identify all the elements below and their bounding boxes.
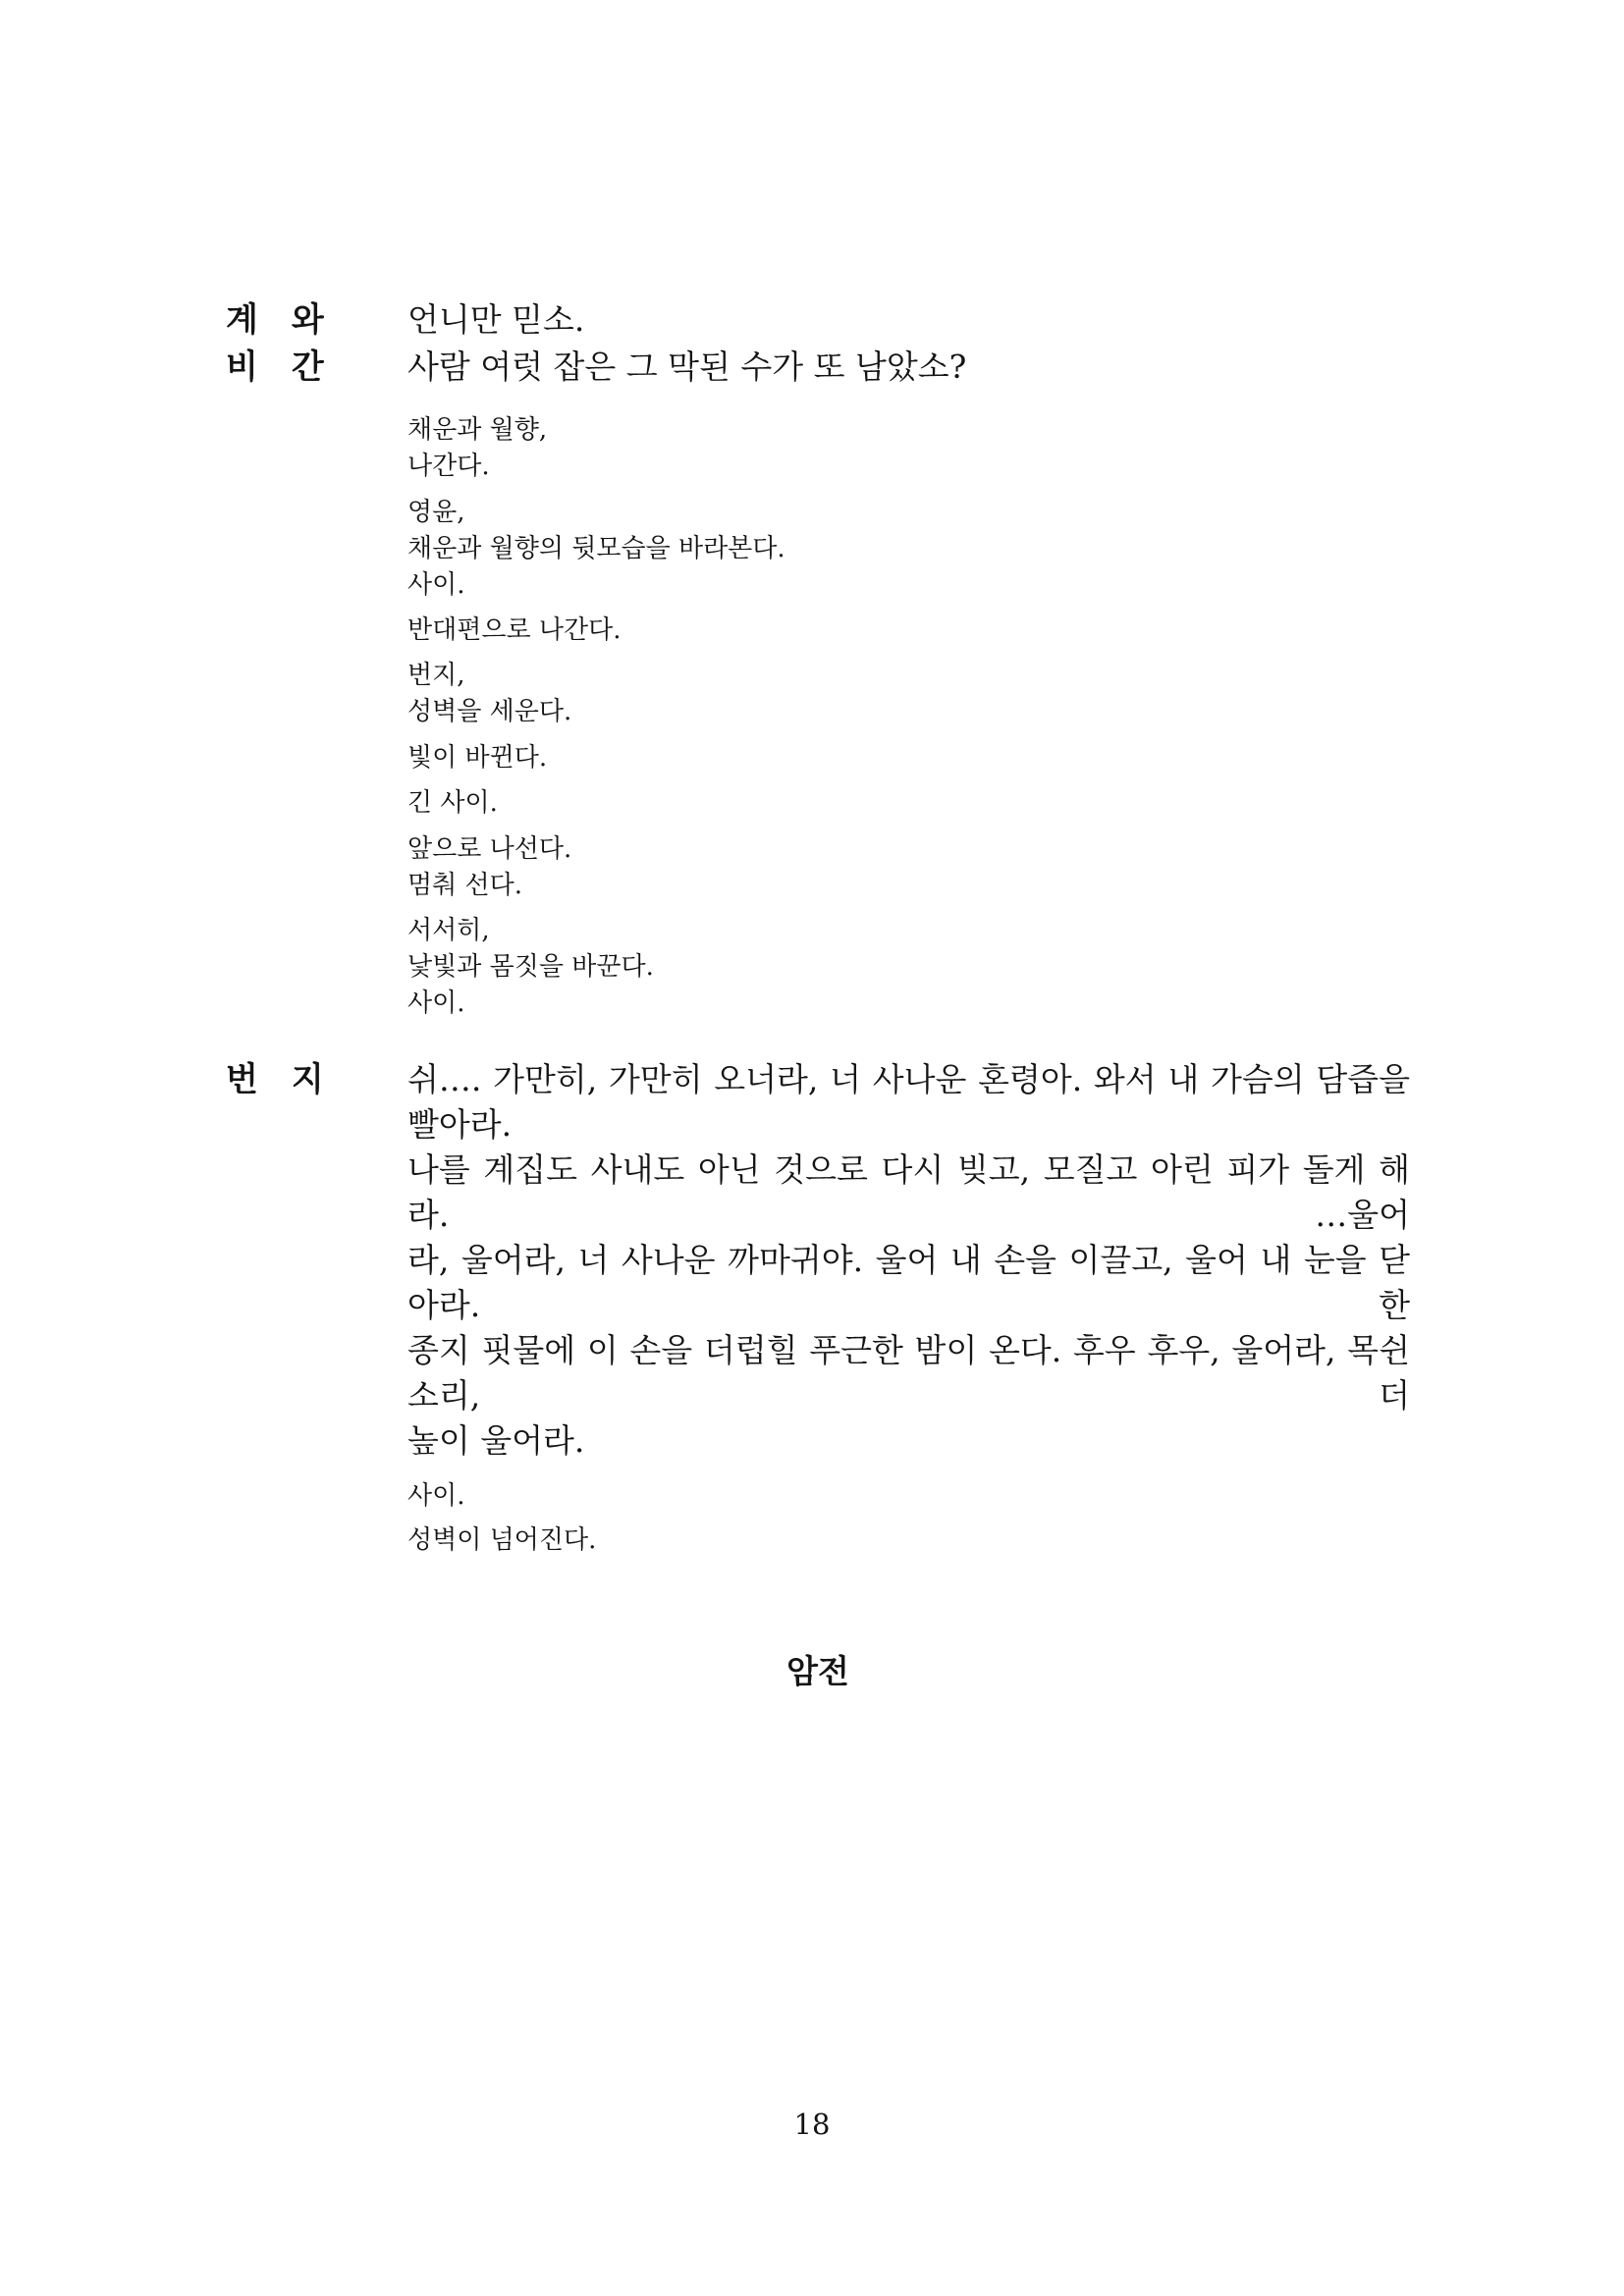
direction-line: 반대편으로 나간다. bbox=[407, 615, 622, 645]
dialogue-line: 라, 울어라, 너 사나운 까마귀야. 울어 내 손을 이끌고, 울어 내 눈을 닫아라. 한 bbox=[407, 1241, 1410, 1324]
speaker-name-line: 계 와 bbox=[226, 300, 324, 340]
speaker-name bbox=[226, 1057, 326, 1102]
direction-line: 채운과 월향, bbox=[407, 415, 548, 445]
direction-line: 사이. bbox=[407, 570, 465, 600]
dialogue-line: 높이 울어라. bbox=[407, 1421, 585, 1460]
stage-direction bbox=[407, 412, 1410, 485]
speaker-name bbox=[226, 296, 326, 391]
direction-line: 사이. bbox=[407, 988, 465, 1018]
speaker-name-line: 번 지 bbox=[226, 1060, 324, 1099]
direction-line: 성벽이 넘어진다. bbox=[407, 1525, 597, 1555]
stage-direction bbox=[407, 785, 1410, 822]
dialogue-line: 언니만 믿소. bbox=[407, 300, 585, 339]
stage-direction bbox=[407, 913, 1410, 1022]
direction-line: 사이. bbox=[407, 1481, 465, 1511]
direction-line: 성벽을 세운다. bbox=[407, 697, 572, 726]
dialogue-line: 쉬…. 가만히, 가만히 오너라, 너 사나운 혼령아. 와서 내 가슴의 담즙을 빨아라. bbox=[407, 1060, 1410, 1144]
dialogue-block bbox=[226, 1057, 1410, 1464]
direction-line: 나간다. bbox=[407, 452, 490, 481]
direction-line: 빛이 바뀐다. bbox=[407, 743, 548, 773]
stage-direction bbox=[407, 1522, 1410, 1559]
direction-line: 긴 사이. bbox=[407, 788, 498, 818]
stage-direction bbox=[407, 831, 1410, 904]
dialogue-text bbox=[407, 296, 1409, 391]
dialogue-line: 종지 핏물에 이 손을 더럽힐 푸근한 밤이 온다. 후우 후우, 울어라, 목쉰 소리, 더 bbox=[407, 1331, 1410, 1415]
stage-direction bbox=[407, 613, 1410, 649]
stage-direction bbox=[407, 1478, 1410, 1515]
direction-line: 서서히, bbox=[407, 916, 490, 945]
stage-direction bbox=[407, 495, 1410, 604]
dialogue-line: 사람 여럿 잡은 그 막된 수가 또 남았소? bbox=[407, 347, 967, 386]
page-number: 18 bbox=[793, 2108, 831, 2141]
direction-line: 채운과 월향의 뒷모습을 바라본다. bbox=[407, 534, 785, 563]
blackout-label: 암전 bbox=[786, 1652, 849, 1690]
direction-line: 앞으로 나선다. bbox=[407, 834, 572, 864]
dialogue-block bbox=[226, 296, 1410, 391]
stage-direction bbox=[407, 658, 1410, 730]
direction-line: 낯빛과 몸짓을 바꾼다. bbox=[407, 952, 654, 982]
script-content bbox=[226, 296, 1410, 1693]
stage-direction bbox=[407, 740, 1410, 776]
dialogue-text bbox=[407, 1057, 1410, 1464]
dialogue-line: 나를 계집도 사내도 아닌 것으로 다시 빚고, 모질고 아린 피가 돌게 해라. …울어 bbox=[407, 1150, 1410, 1234]
direction-line: 번지, bbox=[407, 661, 465, 690]
speaker-name-line: 비 간 bbox=[226, 347, 324, 387]
direction-line: 멈춰 선다. bbox=[407, 871, 522, 900]
direction-line: 영윤, bbox=[407, 498, 465, 527]
